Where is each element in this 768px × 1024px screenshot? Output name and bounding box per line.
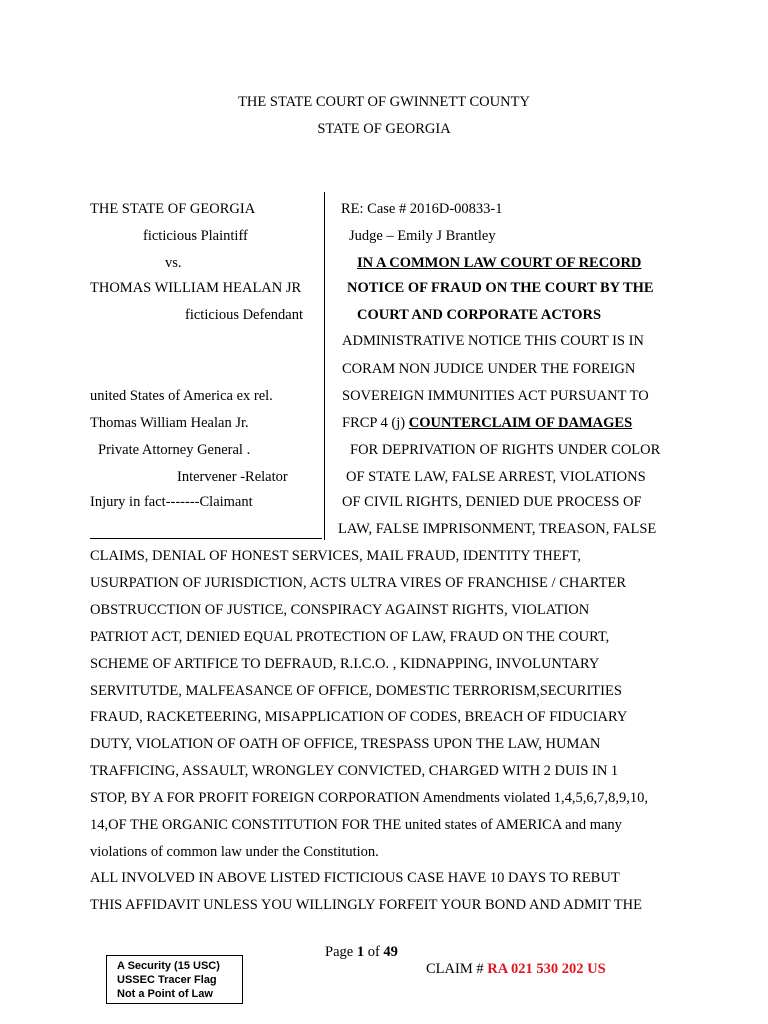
- judge-name: Judge – Emily J Brantley: [349, 228, 496, 244]
- claim-number: [426, 961, 606, 978]
- claim-prefix: CLAIM #: [426, 961, 488, 977]
- body-line: CLAIMS, DENIAL OF HONEST SERVICES, MAIL FRAUD, IDENTITY THEFT,: [90, 548, 582, 564]
- heading-corporate-actors: COURT AND CORPORATE ACTORS: [357, 307, 602, 323]
- body-line: TRAFFICING, ASSAULT, WRONGLEY CONVICTED, CHARGED WITH 2 DUIS IN 1: [90, 763, 619, 779]
- page-prefix: Page: [325, 944, 357, 960]
- security-line-1: A Security (15 USC): [117, 960, 220, 972]
- body-line: DUTY, VIOLATION OF OATH OF OFFICE, TRESPASS UPON THE LAW, HUMAN: [90, 736, 601, 752]
- body-line: 14,OF THE ORGANIC CONSTITUTION FOR THE united states of AMERICA and many: [90, 817, 622, 833]
- security-line-2: USSEC Tracer Flag: [117, 974, 217, 986]
- body-line: USURPATION OF JURISDICTION, ACTS ULTRA VIRES OF FRANCHISE / CHARTER: [90, 575, 626, 591]
- defendant-name: THOMAS WILLIAM HEALAN JR: [90, 280, 302, 296]
- case-number: RE: Case # 2016D-00833-1: [341, 201, 503, 217]
- page-current: 1: [356, 944, 365, 960]
- body-line: SERVITUTDE, MALFEASANCE OF OFFICE, DOMESTIC TERRORISM,SECURITIES: [90, 683, 622, 699]
- notice-line-2: CORAM NON JUDICE UNDER THE FOREIGN: [342, 361, 636, 377]
- body-line: violations of common law under the Constitution.: [90, 844, 379, 860]
- notice-line-4: [342, 415, 632, 432]
- relator-line-4: Intervener -Relator: [177, 469, 288, 485]
- plaintiff-name: THE STATE OF GEORGIA: [90, 201, 256, 217]
- body-line: OBSTRUCCTION OF JUSTICE, CONSPIRACY AGAINST RIGHTS, VIOLATION: [90, 602, 590, 618]
- page-total: 49: [383, 944, 398, 960]
- relator-line-5: Injury in fact-------Claimant: [90, 494, 253, 510]
- state-title: STATE OF GEORGIA: [317, 121, 451, 137]
- court-title: THE STATE COURT OF GWINNETT COUNTY: [238, 94, 530, 110]
- notice-line-8: LAW, FALSE IMPRISONMENT, TREASON, FALSE: [338, 521, 657, 537]
- versus-label: vs.: [165, 255, 182, 271]
- caption-divider: [324, 192, 325, 540]
- notice-line-7: OF CIVIL RIGHTS, DENIED DUE PROCESS OF: [342, 494, 642, 510]
- security-notice-box: [106, 955, 243, 1004]
- defendant-role: ficticious Defendant: [185, 307, 303, 323]
- counterclaim-heading: COUNTERCLAIM OF DAMAGES: [408, 415, 633, 431]
- page-number: [325, 944, 398, 961]
- notice-line-3: SOVEREIGN IMMUNITIES ACT PURSUANT TO: [342, 388, 649, 404]
- page-of: of: [364, 944, 384, 960]
- notice-line-6: OF STATE LAW, FALSE ARREST, VIOLATIONS: [346, 469, 646, 485]
- body-line: PATRIOT ACT, DENIED EQUAL PROTECTION OF LAW, FRAUD ON THE COURT,: [90, 629, 610, 645]
- body-line: ALL INVOLVED IN ABOVE LISTED FICTICIOUS CASE HAVE 10 DAYS TO REBUT: [90, 870, 620, 886]
- body-line: FRAUD, RACKETEERING, MISAPPLICATION OF CODES, BREACH OF FIDUCIARY: [90, 709, 628, 725]
- body-line: STOP, BY A FOR PROFIT FOREIGN CORPORATION Amendments violated 1,4,5,6,7,8,9,10,: [90, 790, 649, 806]
- body-line: SCHEME OF ARTIFICE TO DEFRAUD, R.I.C.O. , KIDNAPPING, INVOLUNTARY: [90, 656, 600, 672]
- relator-line-1: united States of America ex rel.: [90, 388, 273, 404]
- heading-notice-of-fraud: NOTICE OF FRAUD ON THE COURT BY THE: [347, 280, 654, 296]
- relator-line-2: Thomas William Healan Jr.: [90, 415, 249, 431]
- relator-line-3: Private Attorney General .: [98, 442, 251, 458]
- plaintiff-role: ficticious Plaintiff: [143, 228, 248, 244]
- caption-bottom-rule: [90, 538, 322, 539]
- notice-line-4-prefix: FRCP 4 (j): [342, 415, 409, 431]
- notice-line-5: FOR DEPRIVATION OF RIGHTS UNDER COLOR: [350, 442, 661, 458]
- security-line-3: Not a Point of Law: [117, 988, 213, 1000]
- notice-line-1: ADMINISTRATIVE NOTICE THIS COURT IS IN: [342, 333, 644, 349]
- claim-number-value: RA 021 530 202 US: [487, 961, 606, 977]
- body-line: THIS AFFIDAVIT UNLESS YOU WILLINGLY FORFEIT YOUR BOND AND ADMIT THE: [90, 897, 642, 913]
- heading-common-law-court: IN A COMMON LAW COURT OF RECORD: [357, 255, 642, 271]
